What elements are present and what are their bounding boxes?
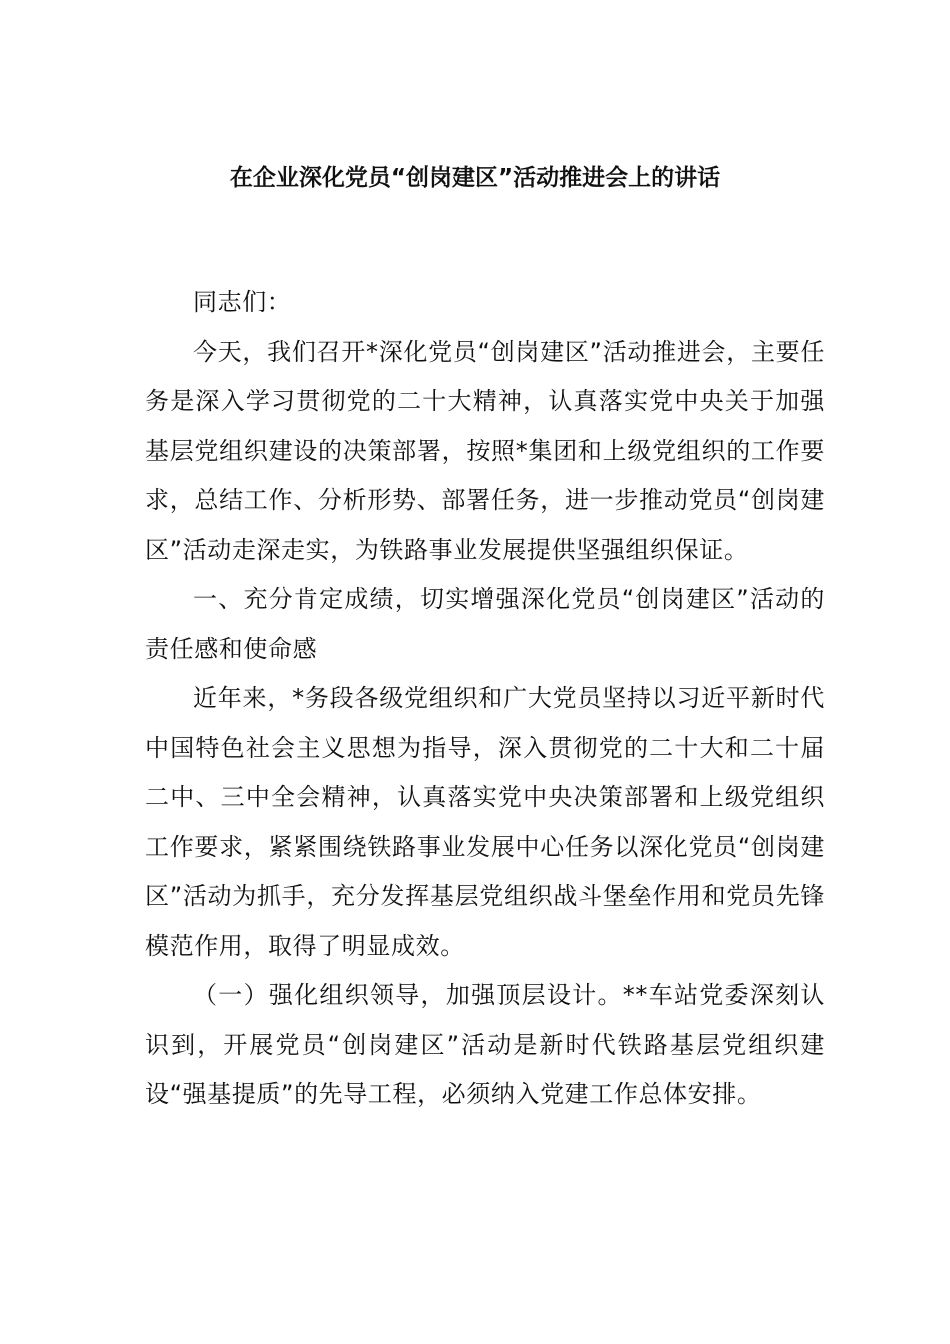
paragraph-intro: 今天，我们召开*深化党员“创岗建区”活动推进会，主要任务是深入学习贯彻党的二十大精神，认真落实党中央关于加强基层党组织建设的决策部署，按照*集团和上级党组织的工作要求，总结工作、分析形势、部署任务，进一步推动党员“创岗建区”活动走深走实，为铁路事业发展提供坚强组织保证。 xyxy=(145,337,825,564)
document-title: 在企业深化党员“创岗建区”活动推进会上的讲话 xyxy=(229,165,721,191)
paragraph-salutation: 同志们： xyxy=(193,288,292,316)
document-body xyxy=(145,278,825,1120)
paragraph-subsection-1: （一）强化组织领导，加强顶层设计。**车站党委深刻认识到，开展党员“创岗建区”活动是新时代铁路基层党组织建设“强基提质”的先导工程，必须纳入党建工作总体安排。 xyxy=(145,981,825,1108)
section-heading-1: 一、充分肯定成绩，切实增强深化党员“创岗建区”活动的责任感和使命感 xyxy=(145,585,825,663)
paragraph-achievements: 近年来，*务段各级党组织和广大党员坚持以习近平新时代中国特色社会主义思想为指导，深入贯彻党的二十大和二十届二中、三中全会精神，认真落实党中央决策部署和上级党组织工作要求，紧紧围绕铁路事业发展中心任务以深化党员“创岗建区”活动为抓手，充分发挥基层党组织战斗堡垒作用和党员先锋模范作用，取得了明显成效。 xyxy=(145,684,825,960)
